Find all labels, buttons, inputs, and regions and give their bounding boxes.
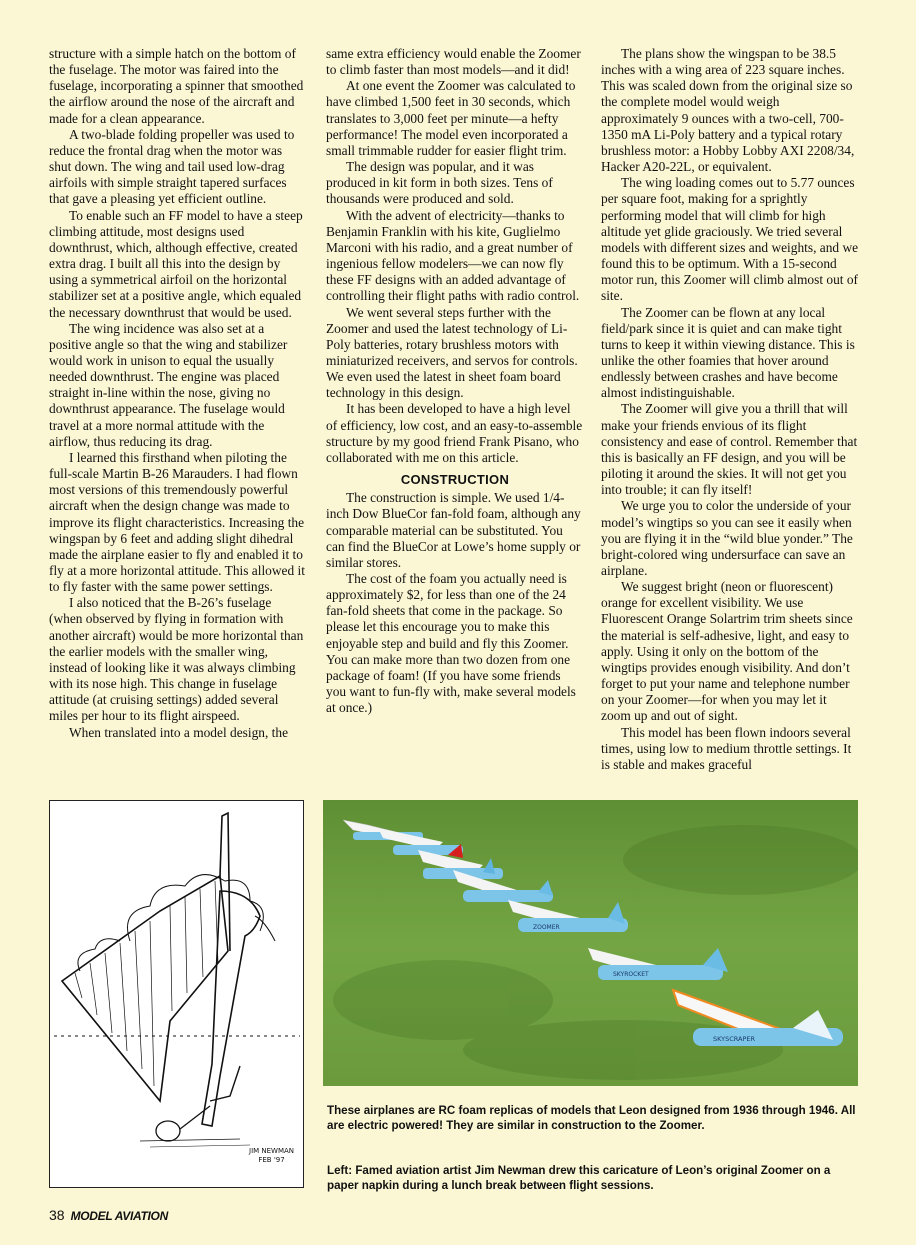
sketch-drawing — [50, 801, 304, 1188]
sketch-caption: Left: Famed aviation artist Jim Newman drew this caricature of Leon’s original Zoomer on a paper napkin during a lunch break between flight sessions. — [327, 1164, 831, 1192]
paragraph: At one event the Zoomer was calculated to have climbed 1,500 feet in 30 seconds, which translates to 3,000 feet per minute—a hefty performance! The model even incorporated a small trimmable rudder for easier flight trim. — [326, 78, 576, 158]
paragraph: structure with a simple hatch on the bottom of the fuselage. The motor was faired into the fuselage, incorporating a spinner that smoothed the airflow around the nose of the aircraft and made for a clean appearance. — [49, 46, 304, 126]
zoomer-caricature-sketch — [49, 800, 304, 1188]
paragraph: The wing incidence was also set at a positive angle so that the wing and stabilizer would work in unison to equal the usually needed downthrust. The engine was placed straight in-line within the nose, giving no downthrust appearance. The fuselage would travel at a more normal attitude with the airflow, thus reducing its drag. — [49, 320, 288, 449]
paragraph: I also noticed that the B-26’s fuselage (when observed by flying in formation with another aircraft) would be more horizontal than the earlier models with the smaller wing, instead of looking like it was always climbing with its nose high. This change in fuselage attitude (at cruising settings) added several miles per hour to its flight airspeed. — [49, 595, 304, 724]
text-column-1 — [49, 46, 307, 741]
paragraph: The plans show the wingspan to be 38.5 inches with a wing area of 223 square inches. This was scaled down from the original size so the complete model would weigh approximately 9 ounces with a two-cell, 700-1350 mA Li-Poly battery and a typical rotary brushless motor: a Hobby Lobby AXI 2208/34, Hacker A20-22L, or equivalent. — [601, 46, 855, 175]
paragraph: It has been developed to have a high level of efficiency, low cost, and an easy-to-assemble structure by my good friend Frank Pisano, who collaborated with me on this article. — [326, 401, 583, 465]
text-column-3 — [601, 46, 859, 773]
photo-caption: These airplanes are RC foam replicas of models that Leon designed from 1936 through 1946. All are electric powered! They are similar in construction to the Zoomer. — [327, 1104, 856, 1132]
paragraph: The wing loading comes out to 5.77 ounces per square foot, making for a sprightly performing model that will climb for high altitude yet glide graciously. We tried several models with different sizes and weights, and we found this to be optimum. With a 15-second motor run, this Zoomer will climb almost out of site. — [601, 175, 859, 304]
paragraph: The Zoomer can be flown at any local field/park since it is quiet and can make tight turns to keep it within viewing distance. This is unlike the other foamies that hover around endlessly between crashes and have become almost indistinguishable. — [601, 304, 855, 401]
paragraph: A two-blade folding propeller was used to reduce the frontal drag when the motor was shut down. The wing and tail used low-drag airfoils with simple straight tapered surfaces that gave a pleasing yet efficient outline. — [49, 126, 295, 207]
magazine-name: MODEL AVIATION — [70, 1209, 168, 1223]
page-number: 38 — [49, 1207, 65, 1223]
plane-label-skyscraper: SKYSCRAPER — [713, 1035, 756, 1043]
paragraph: When translated into a model design, the — [69, 724, 289, 740]
plane-label-zoomer: ZOOMER — [533, 924, 560, 931]
paragraph: The design was popular, and it was produced in kit form in both sizes. Tens of thousands were produced and sold. — [326, 159, 553, 207]
paragraph: We went several steps further with the Zoomer and used the latest technology of Li-Poly batteries, rotary brushless motors with miniaturized receivers, and servos for controls. We even used the latest in sheet foam board technology in this design. — [326, 304, 578, 401]
artist-signature: JIM NEWMAN FEB '97 — [249, 1147, 295, 1164]
paragraph: To enable such an FF model to have a steep climbing attitude, most designs used downthrust, which, although effective, created extra drag. I built all this into the design by using a symmetrical airfoil on the horizontal stabilizer set at a positive angle, which equaled the necessary downthrust that would be used. — [49, 207, 303, 320]
paragraph: We suggest bright (neon or fluorescent) orange for excellent visibility. We use Fluorescent Orange Solartrim trim sheets since the material is self-adhesive, light, and easy to apply. Using it only on the bottom of the wingtips provides enough visibility. And don’t forget to put your name and telephone number on your Zoomer—for when you may let it zoom up and out of sight. — [601, 579, 853, 724]
plane-label-skyrocket: SKYROCKET — [613, 971, 649, 978]
paragraph: This model has been flown indoors several times, using low to medium throttle settings. It is stable and makes graceful — [601, 724, 852, 772]
paragraph: The cost of the foam you actually need is approximately $2, for less than one of the 24 fan-fold sheets that come in the package. So please let this encourage you to make this enjoyable step and build and fly this Zoomer. You can make more than two dozen from one package of foam! (If you have some friends you want to fun-fly with, make several models at once.) — [326, 571, 576, 716]
paragraph: We urge you to color the underside of your model’s wingtips so you can see it easily when you are flying it in the “wild blue yonder.” The bright-colored wing undersurface can save an airplane. — [601, 498, 853, 578]
foam-airplanes-photo — [323, 800, 858, 1086]
paragraph: The construction is simple. We used 1/4-inch Dow BlueCor fan-fold foam, although any comparable material can be substituted. You can find the BlueCor at Lowe’s home supply or similar stores. — [326, 490, 581, 570]
paragraph: The Zoomer will give you a thrill that will make your friends envious of its flight consistency and ease of control. Remember that this is basically an FF design, and you will be piloting it around the skies. It will not get you into trouble; it can fly itself! — [601, 401, 858, 498]
photo-image — [323, 800, 858, 1086]
paragraph: I learned this firsthand when piloting the full-scale Martin B-26 Marauders. I had flown most versions of this tremendously powerful aircraft when the design change was made to improve its flight characteristics. Increasing the wingspan by 6 feet and adding slight dihedral made the airplane easier to fly and enabled it to fly at a more horizontal attitude. This allowed it to fly faster with the same power settings. — [49, 449, 305, 595]
section-heading-construction: CONSTRUCTION — [400, 472, 510, 488]
page-footer — [49, 1207, 168, 1223]
paragraph: With the advent of electricity—thanks to Benjamin Franklin with his kite, Guglielmo Marconi with his radio, and a great number of ingenious fellow modelers—we can now fly these FF designs with an added advantage of controlling their flight paths with radio control. — [326, 207, 580, 304]
text-column-2 — [326, 46, 584, 716]
paragraph: same extra efficiency would enable the Zoomer to climb faster than most models—and it did! — [326, 46, 581, 78]
